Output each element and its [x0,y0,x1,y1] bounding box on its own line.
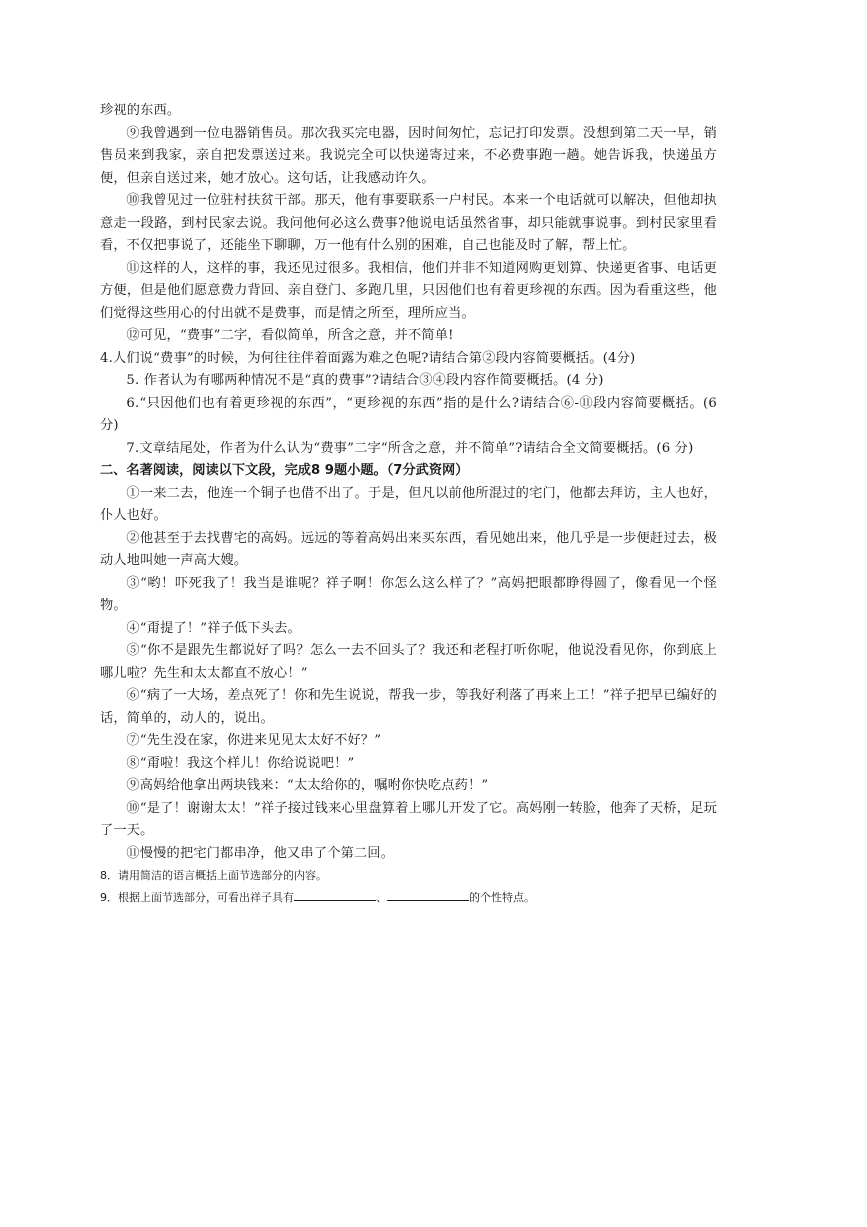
excerpt-paragraph-5: ⑤“你不是跟先生都说好了吗？怎么一去不回头了？我还和老程打听你呢，他说没看见你，你到底上哪儿啦？先生和太太都直不放心！” [100,643,717,681]
excerpt-paragraph-4: ④“甭提了！”祥子低下头去。 [126,620,301,636]
passage-paragraph-9: ⑨我曾遇到一位电器销售员。那次我买完电器，因时间匆忙，忘记打印发票。没想到第二天一早，销售员来到我家，亲自把发票送过来。我说完全可以快递寄过来，不必费事跑一趟。她告诉我，快递虽方便，但亲自送过来，她才放心。这句话，让我感动许久。 [100,125,717,186]
question-5: 5. 作者认为有哪两种情况不是“真的费事”?请结合③④段内容作简要概括。(4 分) [126,373,604,388]
passage-paragraph-10: ⑩我曾见过一位驻村扶贫干部。那天，他有事要联系一户村民。本来一个电话就可以解决，但他却执意走一段路，到村民家去说。我问他何必这么费事?他说电话虽然省事，却只能就事说事。到村民家里看看，不仅把事说了，还能坐下聊聊，万一他有什么别的困难，自己也能及时了解，帮上忙。 [100,193,717,253]
passage-intro-line: 珍视的东西。 [100,103,181,118]
section-2-title: 二、名著阅读，阅读以下文段，完成8 9题小题。（7分武资网） [100,463,469,478]
excerpt-paragraph-2: ②他甚至于去找曹宅的高妈。远远的等着高妈出来买东西，看见她出来，他几乎是一步便赶过去，极动人地叫她一声高大嫂。 [100,530,717,568]
question-9-prefix: 9．根据上面节选部分，可看出祥子具有 [100,891,294,904]
question-9-separator: 、 [376,891,387,904]
excerpt-paragraph-9: ⑨高妈给他拿出两块钱来：“太太给你的，嘱咐你快吃点药！” [126,778,489,793]
answer-blank-1[interactable] [294,888,376,901]
question-8: 8．请用简洁的语言概括上面节选部分的内容。 [100,869,327,882]
excerpt-paragraph-7: ⑦“先生没在家，你进来见见太太好不好？” [126,733,382,748]
passage-paragraph-12: ⑫可见，“费事”二字，看似简单，所含之意，并不简单! [126,328,454,343]
question-6: 6.“只因他们也有着更珍视的东西”，“更珍视的东西”指的是什么?请结合⑥-⑪段内容简要概括。(6 分) [100,395,717,433]
question-9-suffix: 的个性特点。 [469,891,535,904]
excerpt-paragraph-6: ⑥“病了一大场，差点死了！你和先生说说，帮我一步，等我好利落了再来上工！”祥子把早已编好的话，简单的，动人的，说出。 [100,688,717,726]
excerpt-paragraph-1: ①一来二去，他连一个铜子也借不出了。于是，但凡以前他所混过的宅门，他都去拜访，主人也好，仆人也好。 [100,485,717,523]
excerpt-paragraph-10: ⑩“是了！谢谢太太！”祥子接过钱来心里盘算着上哪儿开发了它。高妈刚一转脸，他奔了天桥，足玩了一天。 [100,800,717,838]
excerpt-paragraph-11: ⑪慢慢的把宅门都串净，他又串了个第二回。 [126,845,395,861]
question-4: 4.人们说“费事”的时候，为何往往伴着面露为难之色呢?请结合第②段内容简要概括。(4分) [100,350,636,366]
answer-blank-2[interactable] [387,888,469,901]
excerpt-paragraph-3: ③“哟！吓死我了！我当是谁呢？祥子啊！你怎么这么样了？”高妈把眼都睁得圆了，像看见一个怪物。 [100,575,717,613]
question-7: 7.文章结尾处，作者为什么认为“费事”二字“所含之意，并不简单”?请结合全文简要概括。(6 分) [126,440,694,456]
question-9 [100,887,717,909]
passage-paragraph-11: ⑪这样的人，这样的事，我还见过很多。我相信，他们并非不知道网购更划算、快递更省事、电话更方便，但是他们愿意费力背回、亲自登门、多跑几里，只因他们也有着更珍视的东西。因为看重这些，他们觉得这些用心的付出就不是费事，而是情之所至，理所应当。 [100,260,717,321]
excerpt-paragraph-8: ⑧“甭啦！我这个样儿！你给说说吧！” [126,755,355,771]
